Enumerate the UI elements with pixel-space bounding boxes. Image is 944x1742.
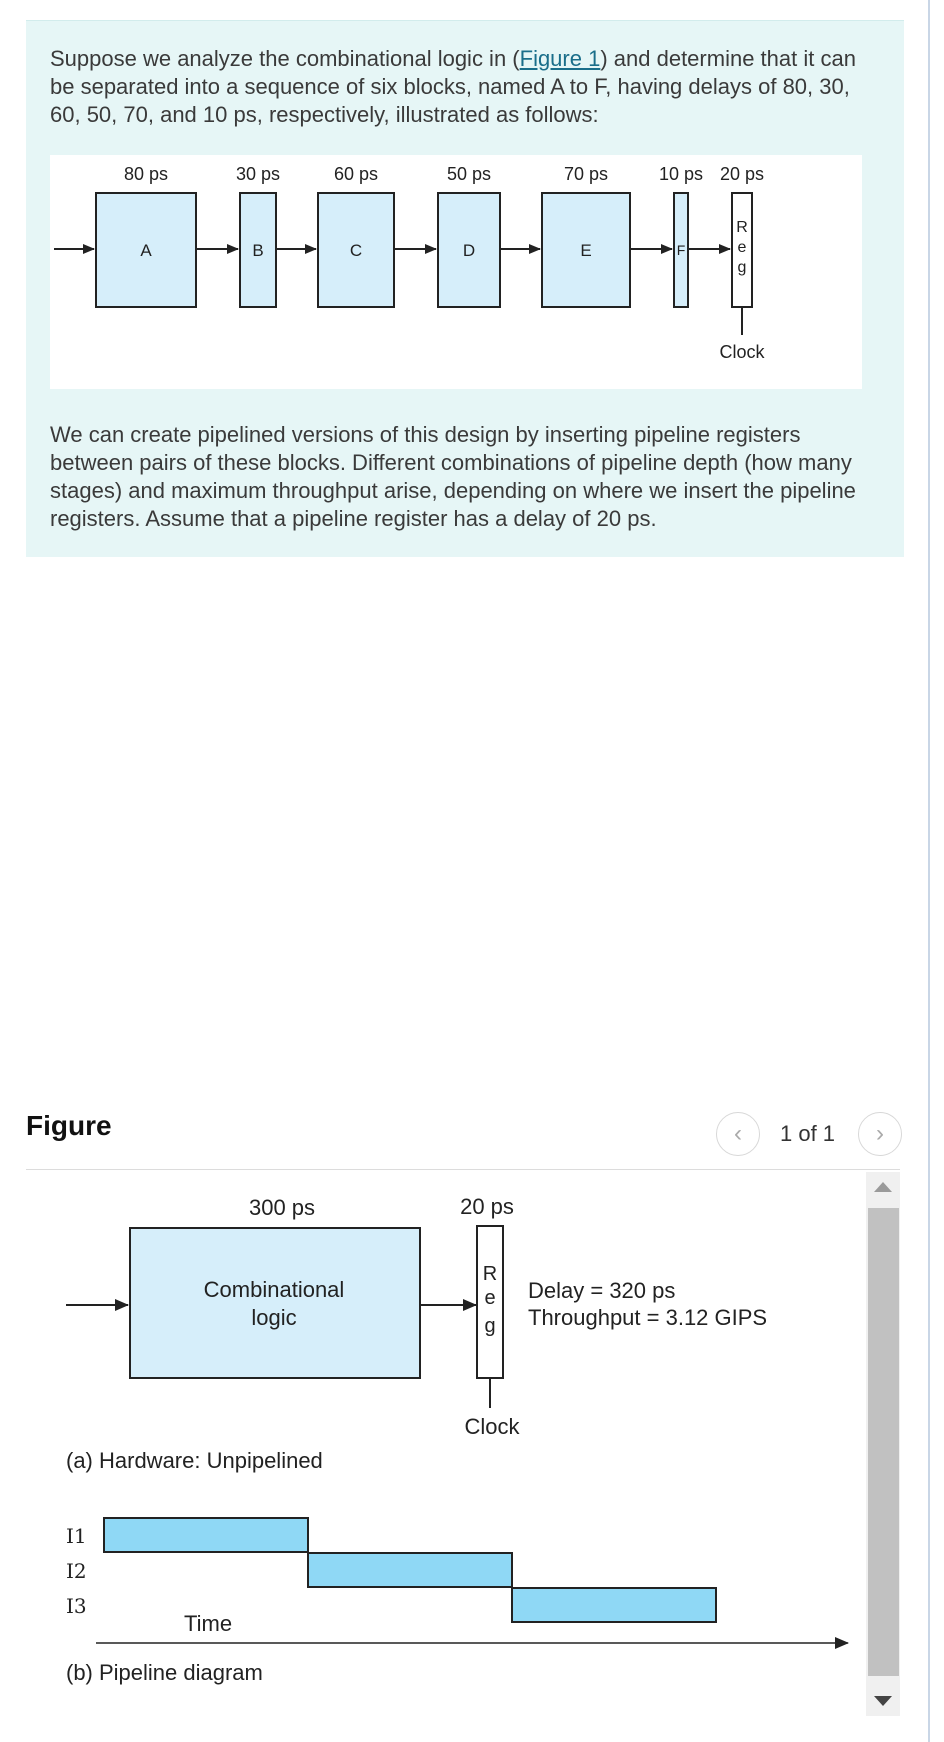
instruction-i1: I1 [66, 1524, 87, 1548]
next-figure-button[interactable] [858, 1112, 902, 1156]
problem-statement [26, 20, 904, 557]
block-c-delay: 60 ps [333, 164, 379, 184]
time-label: Time [184, 1611, 233, 1636]
hw-reg-delay: 20 ps [460, 1194, 514, 1219]
delay-text: Delay = 320 ps [528, 1278, 676, 1303]
intro-text-end: ) and determine that it can be separated into a sequence of six blocks, named A to F, having delays of 80, 30, 60, 50, 70, and 10 ps, respectively, illustrated as follows: [50, 46, 856, 127]
problem-pipeline-text: We can create pipelined versions of this design by inserting pipeline registers between pairs of these blocks. Different combinations of pipeline depth (how many stages) and maximum throughput arise, depending on where we insert the pipeline registers. Assume that a pipeline register has a delay of 20 ps. [50, 422, 856, 531]
problem-intro [50, 45, 880, 129]
pipeline-caption: (b) Pipeline diagram [66, 1660, 263, 1685]
intro-text-start: Suppose we analyze the combinational logic in ( [50, 46, 520, 71]
register-delay: 20 ps [719, 164, 765, 184]
block-e-label: E [580, 241, 592, 260]
logic-delay: 300 ps [248, 1195, 316, 1220]
scroll-down-arrow-icon[interactable] [874, 1696, 892, 1706]
hw-reg-letter-e: e [484, 1287, 496, 1309]
hw-reg-letter-g: g [484, 1315, 496, 1337]
block-a-label: A [140, 241, 152, 260]
blocks-diagram [50, 155, 862, 389]
figure-pager: 1 of 1 [780, 1121, 836, 1146]
clock-label: Clock [719, 342, 765, 362]
block-a-delay: 80 ps [123, 164, 169, 184]
throughput-text: Throughput = 3.12 GIPS [528, 1305, 768, 1330]
combinational-logic-block [130, 1228, 420, 1378]
logic-label-line2: logic [251, 1305, 297, 1330]
logic-label-line1: Combinational [203, 1277, 345, 1302]
block-b-delay: 30 ps [235, 164, 281, 184]
block-d-delay: 50 ps [446, 164, 492, 184]
register-letter-r: R [736, 219, 748, 236]
block-b-label: B [252, 241, 264, 260]
instruction-i3: I3 [66, 1594, 87, 1618]
prev-figure-button[interactable] [716, 1112, 760, 1156]
block-f-delay: 10 ps [658, 164, 704, 184]
pipeline-bar-i2 [308, 1553, 512, 1587]
figure-link[interactable]: Figure 1 [519, 46, 601, 71]
block-d-label: D [462, 241, 476, 260]
pipeline-bar-i3 [512, 1588, 716, 1622]
block-c-label: C [349, 241, 363, 260]
block-e-delay: 70 ps [563, 164, 609, 184]
block-f-label: F [676, 242, 686, 258]
figure-title: Figure [26, 1110, 112, 1141]
pipeline-bar-i1 [104, 1518, 308, 1552]
instruction-i2: I2 [66, 1559, 87, 1583]
figure-diagram [26, 1170, 864, 1730]
figure-scrollbar-thumb[interactable] [868, 1208, 899, 1676]
page-right-border [928, 0, 930, 1742]
scroll-up-arrow-icon[interactable] [874, 1182, 892, 1192]
hw-reg-letter-r: R [482, 1263, 498, 1285]
register-letter-e: e [737, 239, 747, 256]
hardware-caption: (a) Hardware: Unpipelined [66, 1448, 323, 1473]
hw-clock-label: Clock [464, 1414, 520, 1439]
chevron-left-icon: ‹ [734, 1120, 742, 1147]
chevron-right-icon: › [876, 1120, 884, 1147]
register-letter-g: g [737, 259, 747, 276]
